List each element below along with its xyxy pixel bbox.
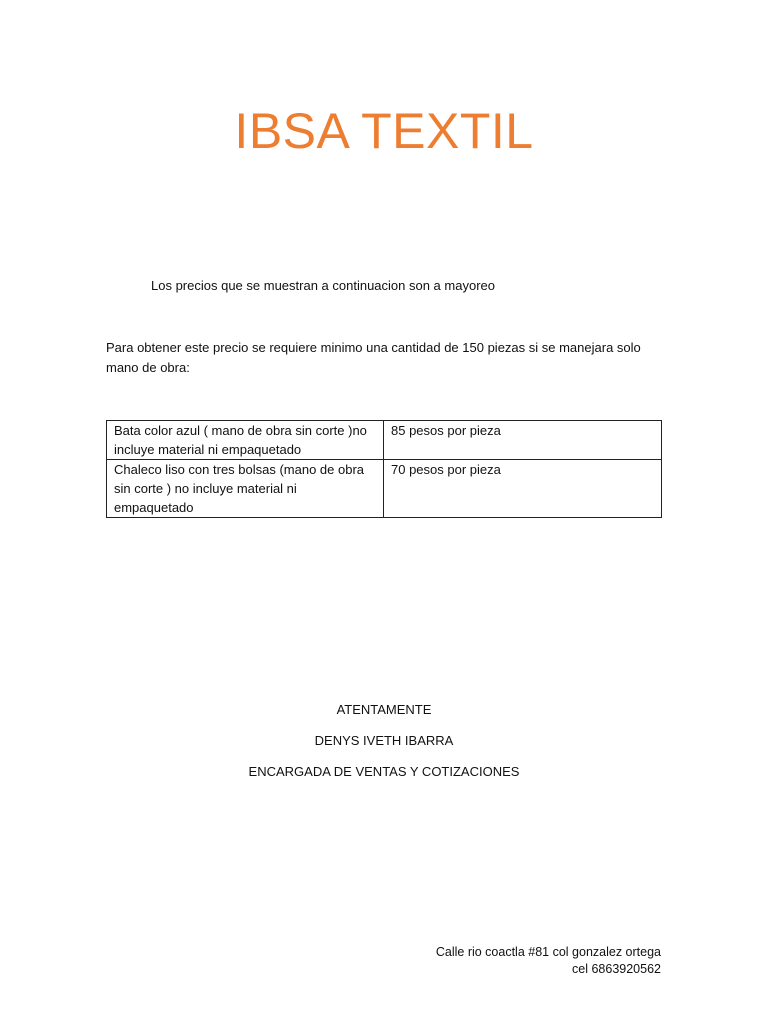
- phone-line: cel 6863920562: [572, 962, 661, 976]
- address-line: Calle rio coactla #81 col gonzalez ortega: [435, 945, 661, 959]
- product-description-cell: Chaleco liso con tres bolsas (mano de obra sin corte ) no incluye material ni empaquetado: [107, 460, 384, 518]
- product-price-cell: 70 pesos por pieza: [384, 460, 662, 518]
- intro-paragraph: Los precios que se muestran a continuacion son a mayoreo: [151, 278, 495, 293]
- signer-name: DENYS IVETH IBARRA: [314, 733, 454, 748]
- product-description-cell: Bata color azul ( mano de obra sin corte )no incluye material ni empaquetado: [107, 421, 384, 460]
- contact-block: [436, 944, 661, 978]
- table-row: [107, 421, 662, 460]
- product-price-cell: 85 pesos por pieza: [384, 421, 662, 460]
- price-table: [106, 420, 662, 518]
- signer-role: ENCARGADA DE VENTAS Y COTIZACIONES: [248, 764, 520, 779]
- company-title: IBSA TEXTIL: [234, 103, 534, 159]
- table-row: [107, 460, 662, 518]
- requirement-paragraph: Para obtener este precio se requiere minimo una cantidad de 150 piezas si se manejara solo mano de obra:: [106, 340, 641, 375]
- closing-text: ATENTAMENTE: [336, 702, 432, 717]
